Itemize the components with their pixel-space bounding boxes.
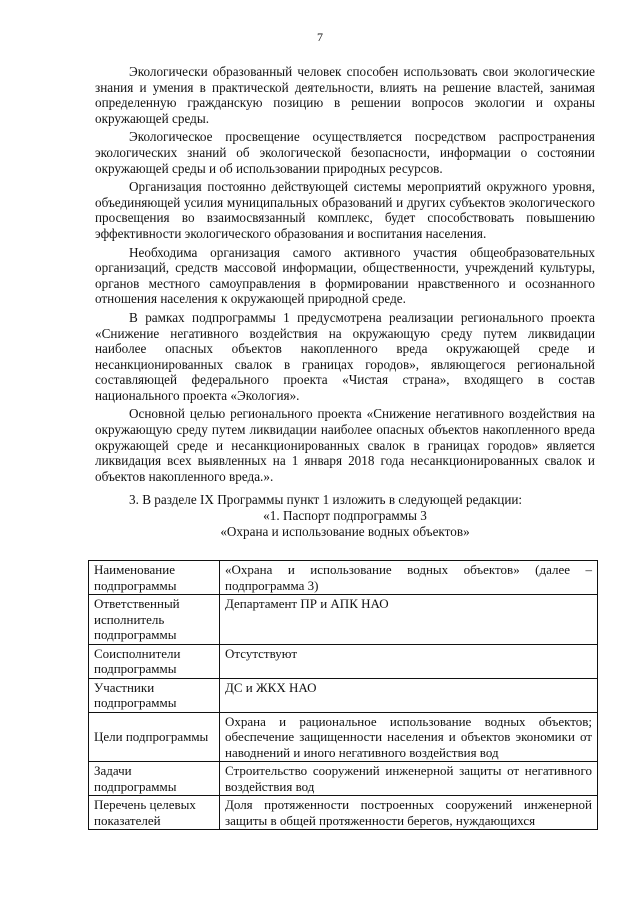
row-label: Ответственный исполнитель подпрограммы (89, 595, 220, 645)
row-value: Департамент ПР и АПК НАО (220, 595, 598, 645)
passport-table (88, 560, 598, 830)
row-label: Перечень целевых показателей (89, 796, 220, 830)
row-value: ДС и ЖКХ НАО (220, 678, 598, 712)
section-instruction: 3. В разделе IX Программы пункт 1 изложить в следующей редакции: (129, 492, 523, 507)
paragraph-3: Организация постоянно действующей системы мероприятий окружного уровня, объединяющей усилия муниципальных образований и других субъектов экологического просвещения во взаимосвязанный комплекс, будет способствовать повышению эффективности экологического образования и воспитания населения. (95, 179, 595, 241)
table-row (89, 595, 598, 645)
paragraph-6: Основной целью регионального проекта «Снижение негативного воздействия на окружающую среду путем ликвидации наиболее опасных объектов накопленного вреда окружающей среде и несанкционированных свалок в границах городов» является ликвидация всех выявленных на 1 января 2018 года несанкционированных свалок и объектов накопленного вреда.». (95, 406, 595, 484)
table-row (89, 796, 598, 830)
row-label: Задачи подпрограммы (89, 762, 220, 796)
paragraph-2: Экологическое просвещение осуществляется посредством распространения экологических знаний об экологической безопасности, информации о состоянии окружающей среды и об использовании природных ресурсов. (95, 129, 595, 176)
row-value: Доля протяженности построенных сооружений инженерной защиты в общей протяженности берегов, нуждающихся (220, 796, 598, 830)
table-row (89, 678, 598, 712)
table-row (89, 712, 598, 762)
paragraph-4: Необходима организация самого активного участия общеобразовательных организаций, средств массовой информации, общественности, учреждений культуры, органов местного самоуправления в формировании нравственного и осознанного отношения населения к окружающей природной среде. (95, 244, 595, 307)
paragraph-5: В рамках подпрограммы 1 предусмотрена реализации регионального проекта «Снижение негативного воздействия на окружающую среду путем ликвидации наиболее опасных объектов накопленного вреда окружающей среде и несанкционированных свалок в границах городов», являющегося региональной составляющей федерального проекта «Чистая страна», входящего в состав национального проекта «Экология». (95, 309, 595, 403)
row-value: Строительство сооружений инженерной защиты от негативного воздействия вод (220, 762, 598, 796)
passport-title: «1. Паспорт подпрограммы 3 (263, 508, 427, 523)
row-label: Наименование подпрограммы (89, 561, 220, 595)
paragraph-1: Экологически образованный человек способен использовать свои экологические знания и умения в практической деятельности, влиять на решение властей, занимая определенную гражданскую позицию в решении вопросов экологии и охраны окружающей среды. (95, 64, 595, 126)
table-row (89, 561, 598, 595)
row-label: Цели подпрограммы (89, 712, 220, 762)
page-number: 7 (317, 30, 323, 44)
subprogram-name: «Охрана и использование водных объектов» (220, 524, 470, 539)
row-label: Соисполнители подпрограммы (89, 644, 220, 678)
section-heading (95, 492, 595, 540)
row-label: Участники подпрограммы (89, 678, 220, 712)
body-text (95, 64, 595, 487)
table-row (89, 762, 598, 796)
row-value: Отсутствуют (220, 644, 598, 678)
row-value: Охрана и рациональное использование водных объектов; обеспечение защищенности населения и объектов экономики от наводнений и иного негативного воздействия вод (220, 712, 598, 762)
table-row (89, 644, 598, 678)
row-value: «Охрана и использование водных объектов» (далее – подпрограмма 3) (220, 561, 598, 595)
